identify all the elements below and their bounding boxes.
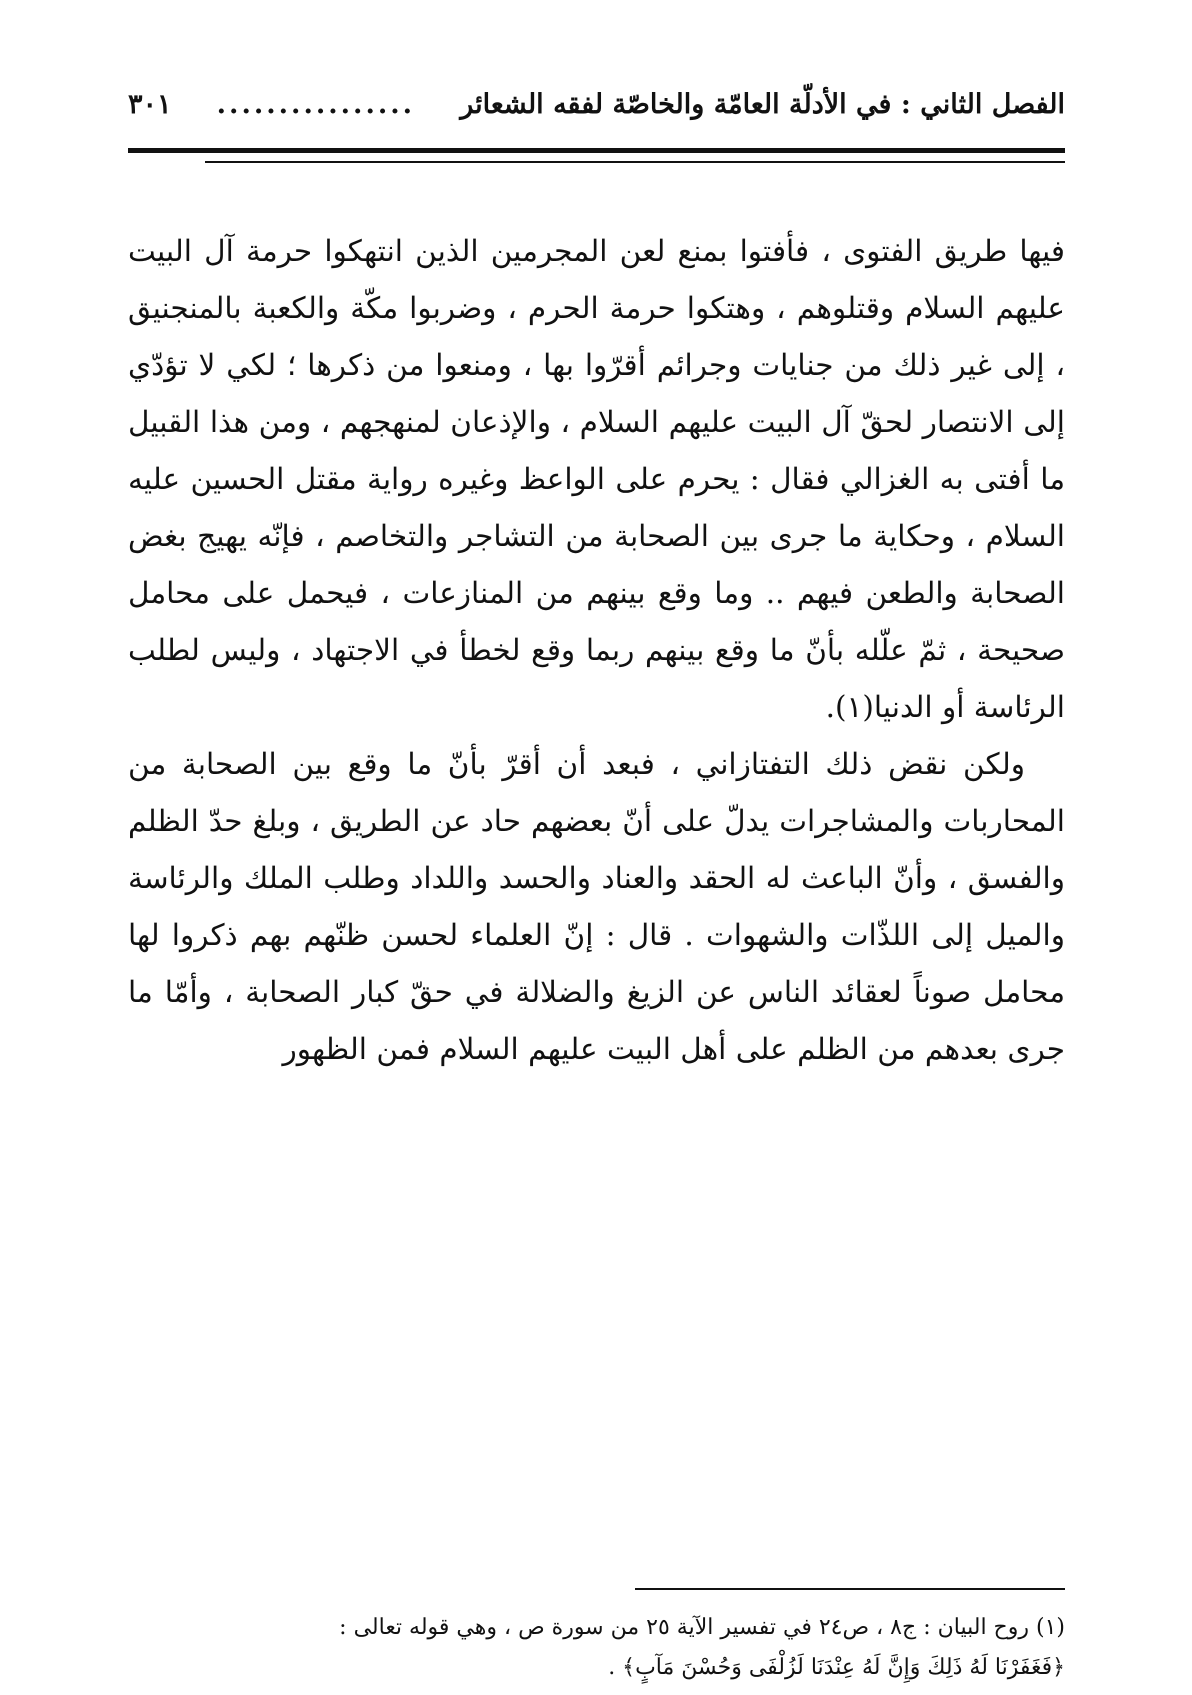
main-text xyxy=(128,223,1065,1078)
footnotes xyxy=(128,1608,1065,1688)
paragraph: فيها طريق الفتوى ، فأفتوا بمنع لعن المجرمين الذين انتهكوا حرمة آل البيت عليهم السلام وقتلوهم ، وهتكوا حرمة الحرم ، وضربوا مكّة والكعبة بالمنجنيق ، إلى غير ذلك من جنايات وجرائم أقرّوا بها ، ومنعوا من ذكرها ؛ لكي لا تؤدّي إلى الانتصار لحقّ آل البيت عليهم السلام ، والإذعان لمنهجهم ، ومن هذا القبيل ما أفتى به الغزالي فقال : يحرم على الواعظ وغيره رواية مقتل الحسين عليه السلام ، وحكاية ما جرى بين الصحابة من التشاجر والتخاصم ، فإنّه يهيج بغض الصحابة والطعن فيهم .. وما وقع بينهم من المنازعات ، فيحمل على محامل صحيحة ، ثمّ علّله بأنّ ما وقع بينهم ربما وقع لخطأ في الاجتهاد ، وليس لطلب الرئاسة أو الدنيا(١). xyxy=(128,234,1065,724)
dot-leader: ................ xyxy=(216,89,416,120)
footnote-line: (١) روح البيان : ج٨ ، ص٢٤ في تفسير الآية ٢٥ من سورة ص ، وهي قوله تعالى : xyxy=(339,1615,1065,1640)
page-number: ٣٠١ xyxy=(128,89,172,120)
header-rule-thin xyxy=(205,161,1065,163)
footnote-separator xyxy=(635,1588,1065,1590)
running-header xyxy=(128,82,1065,128)
chapter-title: الفصل الثاني : في الأدلّة العامّة والخاصّة لفقه الشعائر xyxy=(460,89,1065,120)
header-rule-thick xyxy=(128,148,1065,153)
paragraph: ولكن نقض ذلك التفتازاني ، فبعد أن أقرّ بأنّ ما وقع بين الصحابة من المحاربات والمشاجرات يدلّ على أنّ بعضهم حاد عن الطريق ، وبلغ حدّ الظلم والفسق ، وأنّ الباعث له الحقد والعناد والحسد واللداد وطلب الملك والرئاسة والميل إلى اللذّات والشهوات . قال : إنّ العلماء لحسن ظنّهم بهم ذكروا لها محامل صوناً لعقائد الناس عن الزيغ والضلالة في حقّ كبار الصحابة ، وأمّا ما جرى بعدهم من الظلم على أهل البيت عليهم السلام فمن الظهور xyxy=(128,747,1065,1066)
footnote-quran-verse: ﴿فَغَفَرْنَا لَهُ ذَلِكَ وَإِنَّ لَهُ عِنْدَنَا لَزُلْفَى وَحُسْنَ مَآبٍ﴾ . xyxy=(608,1655,1065,1680)
